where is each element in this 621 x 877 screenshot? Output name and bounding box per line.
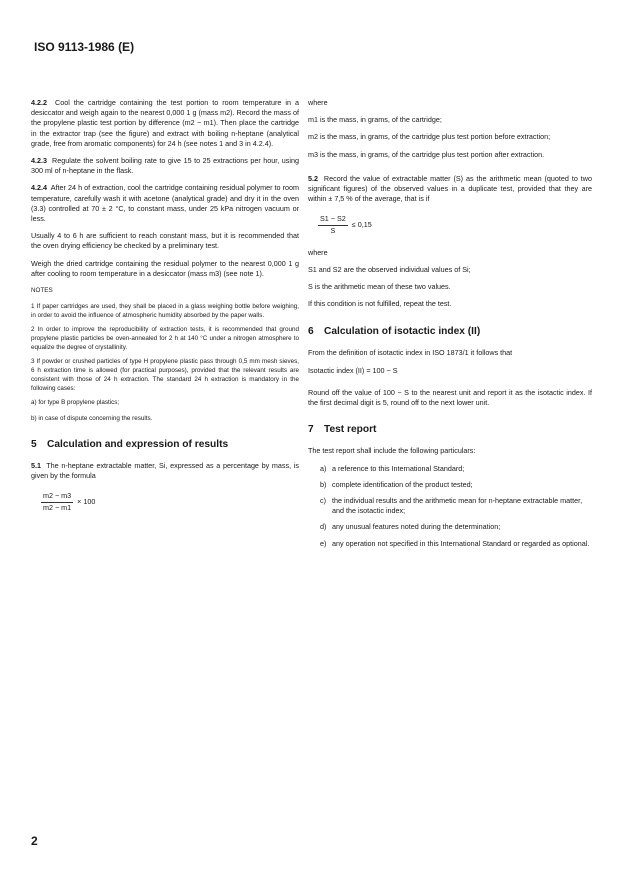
isotactic-index-formula: Isotactic index (II) = 100 − S	[308, 365, 398, 375]
list-item-label: a)	[320, 463, 327, 473]
section-number: 5	[31, 439, 37, 451]
list-item	[320, 496, 592, 516]
note-3-item-a: a) for type B propylene plastics;	[31, 399, 120, 407]
list-item-label: c)	[320, 496, 326, 506]
left-column	[31, 98, 299, 525]
section-6-heading	[308, 326, 592, 338]
notes-heading: NOTES	[31, 287, 53, 295]
formula-relation: ≤ 0,15	[351, 220, 372, 230]
definition-m3: m3 is the mass, in grams, of the cartridge plus test portion after extraction.	[308, 149, 545, 159]
list-item-label: b)	[320, 479, 327, 489]
paragraph-round-off: Round off the value of 100 − S to the nearest unit and report it as the isotactic index. If the first decimal digit is 5, round off to the next lower unit.	[308, 388, 592, 408]
formula-multiplier: × 100	[77, 497, 96, 507]
extractable-matter-formula	[41, 491, 299, 512]
paragraph-6: From the definition of isotactic index in ISO 1873/1 it follows that	[308, 347, 513, 357]
list-item	[320, 539, 592, 549]
paragraph-7: The test report shall include the following particulars:	[308, 446, 476, 456]
paragraph-4-2-3	[31, 156, 299, 176]
section-number: 6	[308, 325, 314, 337]
list-item	[320, 522, 592, 532]
fraction	[41, 491, 73, 512]
where-label: where	[308, 98, 328, 107]
clause-text: Cool the cartridge containing the test portion to room temperature in a desiccator and weigh again to the nearest 0,000 1 g (mass m2). Record the mass of the propylene plastic test portion by difference (m2 − m1). Then place the cartridge in the extractor trap (see the figure) and extract with boiling n-heptane (analytical grade, free from aromatic components) for 24 h (see notes 1 and 3 in 4.2.4).	[31, 98, 299, 148]
clause-number: 4.2.2	[31, 98, 47, 107]
list-item-text: complete identification of the product tested;	[332, 479, 473, 489]
paragraph-5-2	[308, 174, 592, 205]
section-5-heading	[31, 439, 299, 451]
section-title: Test report	[324, 424, 377, 436]
fraction-denominator: S	[330, 225, 336, 235]
section-title: Calculation and expression of results	[47, 439, 229, 451]
fraction-denominator: m2 − m1	[43, 502, 72, 512]
paragraph-usually: Usually 4 to 6 h are sufficient to reach constant mass, but it is recommended that the oven drying efficiency be checked by a preliminary test.	[31, 231, 299, 251]
list-item	[320, 480, 592, 490]
note-3: 3 If powder or crushed particles of type H propylene plastic pass through 0,5 mm mesh sieves, 6 h extraction time is allowed (for practical purposes), provided that the relevant results are consistent with those of 24 h extraction. The standard 24 h extraction is mandatory in the following cases:	[31, 358, 299, 393]
list-item	[320, 464, 592, 474]
list-item-label: d)	[320, 522, 327, 532]
section-number: 7	[308, 424, 314, 436]
clause-text: Record the value of extractable matter (S) as the arithmetic mean (quoted to two significant figures) of the observed values in a duplicate test, provided that they are within ± 7,5 % of the average, that is if	[308, 173, 592, 204]
document-header: ISO 9113-1986 (E)	[34, 40, 135, 54]
paragraph-condition: If this condition is not fulfilled, repeat the test.	[308, 299, 452, 309]
definition-s1-s2: S1 and S2 are the observed individual values of Si;	[308, 265, 471, 275]
definition-m1: m1 is the mass, in grams, of the cartridge;	[308, 115, 442, 125]
paragraph-4-2-4	[31, 183, 299, 224]
right-column	[308, 98, 592, 555]
section-title: Calculation of isotactic index (II)	[324, 325, 481, 337]
list-item-label: e)	[320, 538, 327, 548]
list-item-text: any unusual features noted during the determination;	[332, 522, 501, 532]
clause-number: 5.2	[308, 173, 318, 183]
paragraph-5-1	[31, 461, 299, 481]
page-number: 2	[31, 834, 38, 848]
note-3-item-b: b) in case of dispute concerning the results.	[31, 415, 153, 423]
clause-number: 4.2.4	[31, 183, 47, 193]
clause-number: 4.2.3	[31, 156, 47, 166]
tolerance-formula	[318, 214, 592, 235]
clause-text: Regulate the solvent boiling rate to give 15 to 25 extractions per hour, using 300 ml of n-heptane in the flask.	[31, 156, 299, 176]
note-2: 2 In order to improve the reproducibility of extraction tests, it is recommended that ground propylene plastic particles be oven-annealed for 2 h at 140 °C under a nitrogen atmosphere to equalize the degree of crystallinity.	[31, 326, 299, 352]
paragraph-4-2-2	[31, 98, 299, 149]
list-item-text: a reference to this International Standard;	[332, 463, 465, 473]
definition-s: S is the arithmetic mean of these two values.	[308, 282, 451, 292]
fraction-numerator: m2 − m3	[41, 491, 73, 502]
section-7-heading	[308, 424, 592, 436]
clause-number: 5.1	[31, 461, 41, 471]
paragraph-weigh: Weigh the dried cartridge containing the residual polymer to the nearest 0,000 1 g after cooling to room temperature in a desiccator (mass m3) (see note 1).	[31, 258, 299, 278]
definition-m2: m2 is the mass, in grams, of the cartridge plus test portion before extraction;	[308, 132, 551, 142]
note-1: 1 If paper cartridges are used, they shall be placed in a glass weighing bottle before weighing, in order to avoid the influence of atmospheric humidity absorbed by the paper walls.	[31, 303, 299, 320]
clause-text: After 24 h of extraction, cool the cartridge containing residual polymer to room temperature, carefully wash it with acetone (analytical grade) and dry it in the oven (3.3) controlled at 70 ± 2 °C, to constant mass, under 25 kPa nitrogen vacuum or less.	[31, 183, 299, 224]
clause-text: The n-heptane extractable matter, Si, expressed as a percentage by mass, is given by the formula	[31, 461, 300, 481]
fraction-numerator: S1 − S2	[318, 214, 348, 225]
where-label: where	[308, 247, 328, 257]
list-item-text: the individual results and the arithmetic mean for n-heptane extractable matter, and the isotactic index;	[332, 496, 583, 516]
list-item-text: any operation not specified in this International Standard or regarded as optional.	[332, 538, 590, 548]
fraction	[318, 214, 348, 235]
